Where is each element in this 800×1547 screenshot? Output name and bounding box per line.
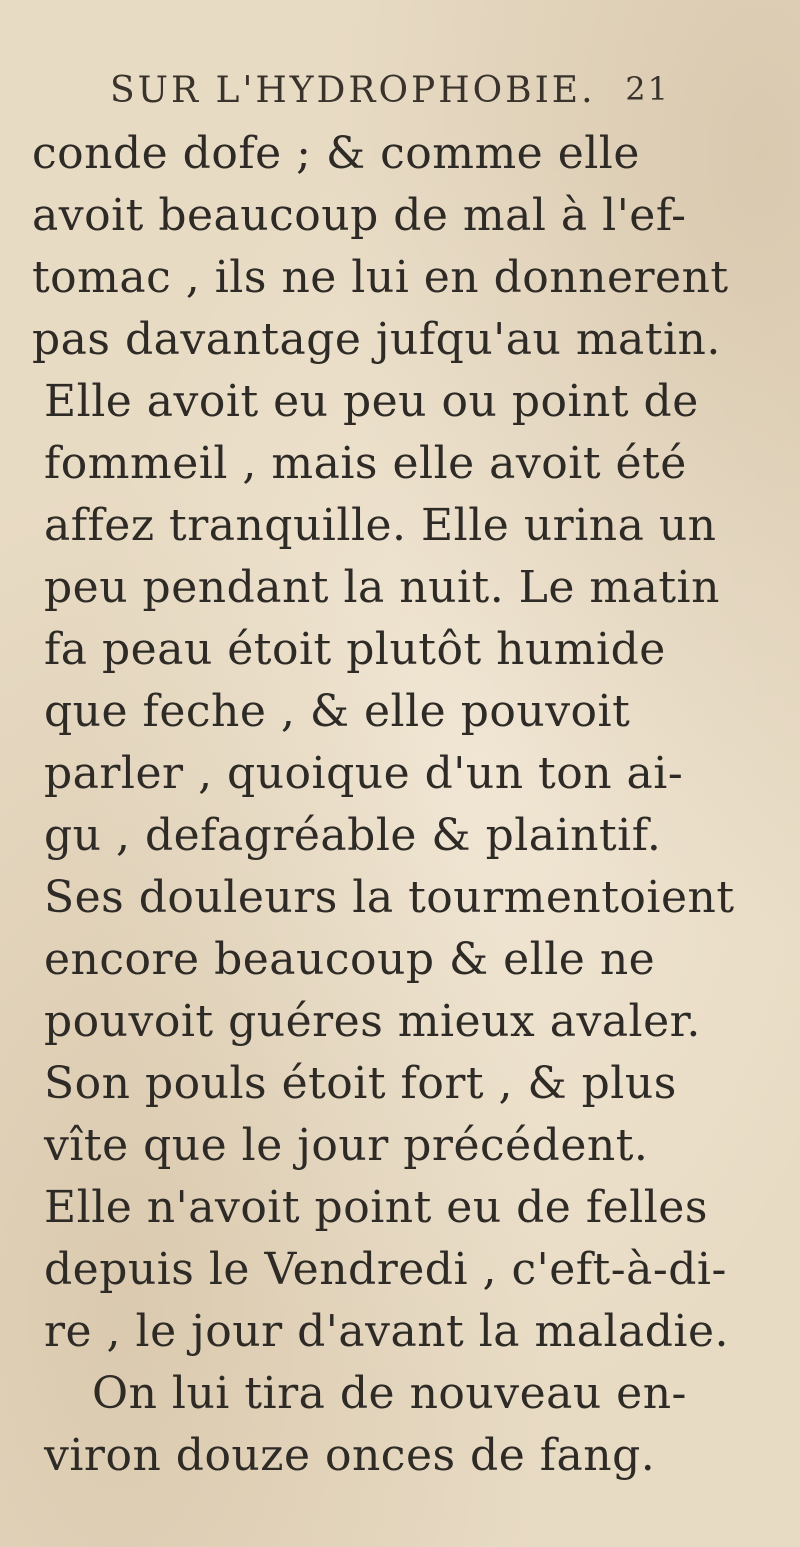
running-head: SUR L'HYDROPHOBIE. <box>110 70 596 111</box>
text-line: parler , quoique d'un ton ai- <box>44 748 684 799</box>
page-header <box>110 70 670 120</box>
text-line: vîte que le jour précédent. <box>44 1120 649 1171</box>
text-line: Son pouls étoit fort , & plus <box>44 1058 677 1109</box>
text-line: que feche , & elle pouvoit <box>44 686 631 737</box>
text-line: re , le jour d'avant la maladie. <box>44 1306 730 1357</box>
text-line: avoit beaucoup de mal à l'ef- <box>32 190 687 241</box>
text-line: viron douze onces de fang. <box>44 1430 656 1481</box>
page-number: 21 <box>625 70 670 108</box>
text-line: gu , defagréable & plaintif. <box>44 810 662 861</box>
text-line: encore beaucoup & elle ne <box>44 934 656 985</box>
text-line: fa peau étoit plutôt humide <box>44 624 666 675</box>
text-line: Ses douleurs la tourmentoient <box>44 872 735 923</box>
text-line: conde dofe ; & comme elle <box>32 128 640 179</box>
text-line: pas davantage jufqu'au matin. <box>32 314 721 365</box>
text-line: peu pendant la nuit. Le matin <box>44 562 720 613</box>
text-line: fommeil , mais elle avoit été <box>44 438 687 489</box>
text-line: Elle avoit eu peu ou point de <box>44 376 699 427</box>
text-line: depuis le Vendredi , c'eft-à-di- <box>44 1244 727 1295</box>
text-line: Elle n'avoit point eu de felles <box>44 1182 708 1233</box>
text-line: On lui tira de nouveau en- <box>92 1368 687 1419</box>
text-line: tomac , ils ne lui en donnerent <box>32 252 729 303</box>
text-line: affez tranquille. Elle urina un <box>44 500 717 551</box>
text-line: pouvoit guéres mieux avaler. <box>44 996 701 1047</box>
